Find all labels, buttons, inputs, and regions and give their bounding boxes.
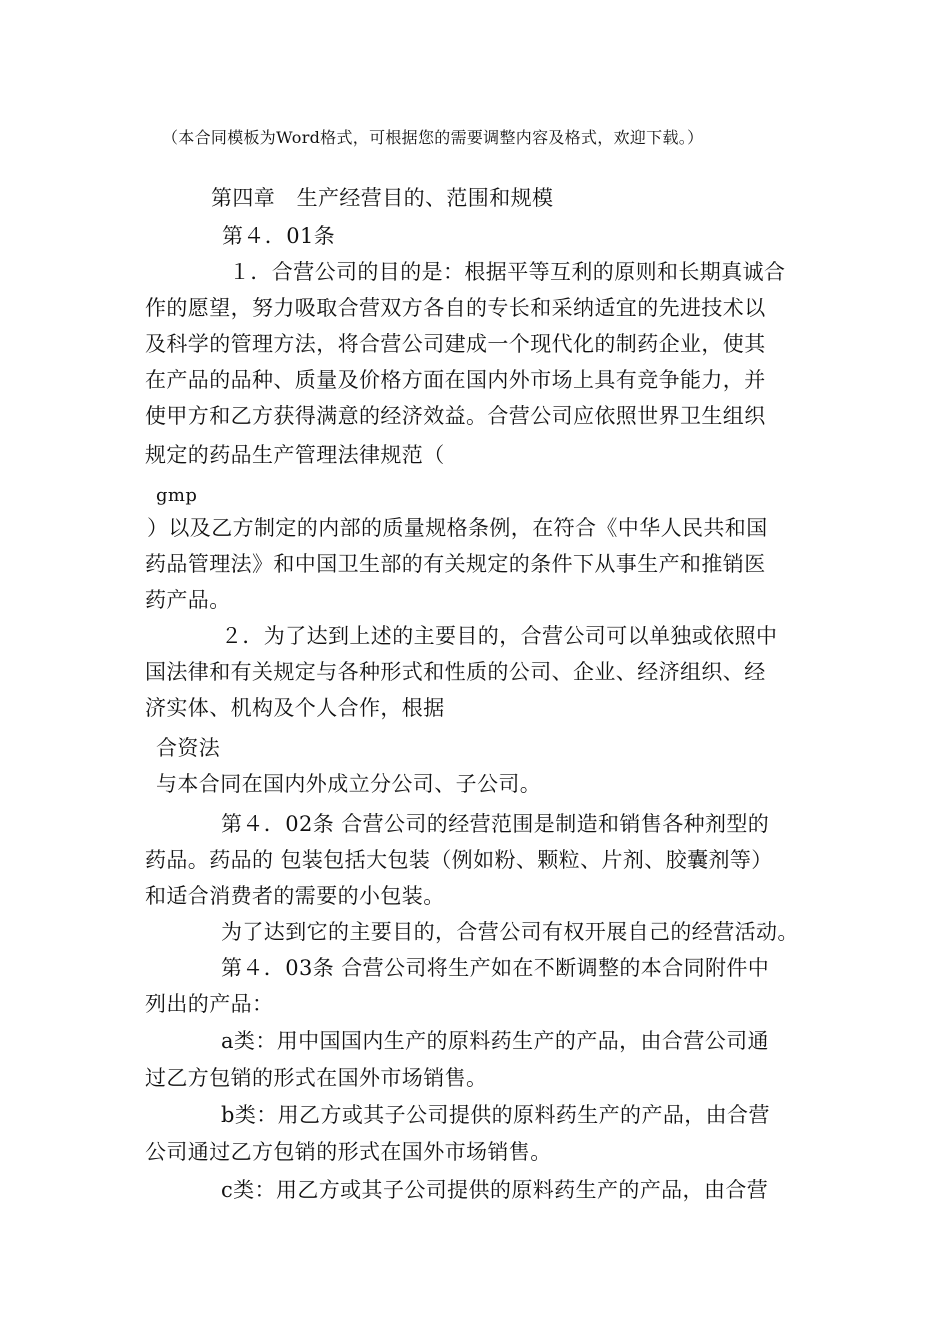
- paragraph-line: 使甲方和乙方获得满意的经济效益。合营公司应依照世界卫生组织: [145, 404, 766, 428]
- article-402-line: 第４．02条 合营公司的经营范围是制造和销售各种剂型的: [221, 812, 770, 836]
- article-403-line: 第４．03条 合营公司将生产如在不断调整的本合同附件中: [221, 956, 770, 980]
- gmp-text: gmp: [156, 485, 198, 506]
- category-a-line: a类：用中国国内生产的原料药生产的产品，由合营公司通: [221, 1029, 769, 1053]
- paragraph-line: 过乙方包销的形式在国外市场销售。: [145, 1066, 488, 1090]
- paragraph-line: 作的愿望，努力吸取合营双方各自的专长和采纳适宜的先进技术以: [145, 296, 766, 320]
- paragraph-line: ２．为了达到上述的主要目的，合营公司可以单独或依照中: [221, 624, 778, 648]
- paragraph-line: ）以及乙方制定的内部的质量规格条例，在符合《中华人民共和国: [147, 516, 768, 540]
- paragraph-line: 在产品的品种、质量及价格方面在国内外市场上具有竞争能力，并: [145, 368, 766, 392]
- chapter-title: 第四章 生产经营目的、范围和规模: [211, 186, 554, 210]
- paragraph-line: 国法律和有关规定与各种形式和性质的公司、企业、经济组织、经: [145, 660, 766, 684]
- paragraph-line: 与本合同在国内外成立分公司、子公司。: [156, 772, 542, 796]
- category-c-line: c类：用乙方或其子公司提供的原料药生产的产品，由合营: [221, 1178, 769, 1202]
- category-b-line: b类：用乙方或其子公司提供的原料药生产的产品，由合营: [221, 1103, 770, 1127]
- joint-venture-law-text: 合资法: [156, 736, 221, 760]
- paragraph-line: 列出的产品：: [145, 992, 274, 1016]
- paragraph-line: 济实体、机构及个人合作，根据: [145, 696, 445, 720]
- paragraph-line: 及科学的管理方法，将合营公司建成一个现代化的制药企业，使其: [145, 332, 766, 356]
- paragraph-line: 药品管理法》和中国卫生部的有关规定的条件下从事生产和推销医: [145, 552, 766, 576]
- paragraph-line: 为了达到它的主要目的，合营公司有权开展自己的经营活动。: [221, 920, 799, 944]
- template-notice: （本合同模板为Word格式，可根据您的需要调整内容及格式，欢迎下载。）: [162, 128, 704, 147]
- paragraph-line: 公司通过乙方包销的形式在国外市场销售。: [145, 1140, 552, 1164]
- paragraph-line: 药品。药品的 包装包括大包装（例如粉、颗粒、片剂、胶囊剂等）: [145, 848, 773, 872]
- paragraph-line: 和适合消费者的需要的小包装。: [145, 884, 445, 908]
- paragraph-line: １．合营公司的目的是：根据平等互利的原则和长期真诚合: [229, 260, 786, 284]
- paragraph-line: 药产品。: [145, 588, 231, 612]
- article-401-heading: 第４．01条: [222, 224, 336, 248]
- paragraph-line: 规定的药品生产管理法律规范（: [145, 443, 445, 467]
